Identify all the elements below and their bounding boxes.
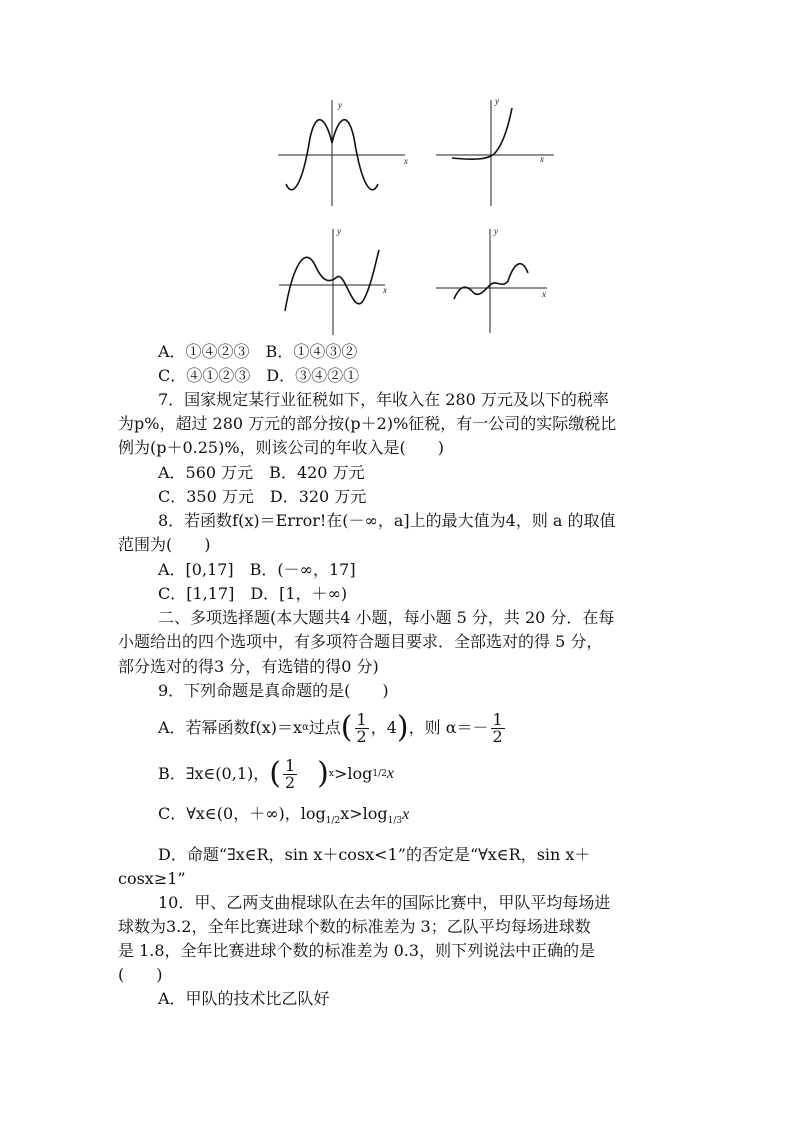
q9-a-point-frac: $\frac{1}{2}$ [356, 709, 367, 746]
graph-1-x-label: x [404, 156, 408, 166]
section2-line3: 部分选对的得3 分，有选错的得0 分) [118, 657, 379, 676]
graph-2-x-label: x [540, 154, 544, 164]
q7-stem-line2: 为p%，超过 280 万元的部分按(p＋2)%征税，有一公司的实际缴税比 [118, 414, 617, 433]
q9-c-sub1: 1/2 [325, 816, 341, 827]
q6-options-ab: A．①④②③ B．①④③② [158, 342, 358, 361]
q9-b-sub: 1/2 [372, 769, 387, 779]
q8-stem-line1: 8．若函数f(x)＝Error!在(－∞，a]上的最大值为4，则 a 的取值 [158, 511, 616, 530]
q10-line2: 球数为3.2，全年比赛进球个数的标准差为 3；乙队平均每场进球数 [118, 917, 591, 936]
graph-2-y-label: y [495, 98, 499, 106]
q8-stem-line2: 范围为( ) [118, 535, 211, 554]
q9-a-point-y: ，4 [370, 718, 397, 737]
q10-option-a: A．甲队的技术比乙队好 [158, 989, 330, 1008]
left-paren: ( [269, 756, 281, 791]
section2-line1: 二、多项选择题(本大题共4 小题，每小题 5 分，共 20 分．在每 [158, 608, 615, 627]
q10-line3: 是 1.8，全年比赛进球个数的标准差为 0.3，则下列说法中正确的是 [118, 941, 596, 960]
q8-options-cd: C．[1,17] D．[1，＋∞) [158, 584, 348, 603]
right-paren: ) [317, 756, 329, 791]
q9-c-sub2: 1/3 [387, 816, 403, 827]
right-paren: ) [396, 710, 409, 745]
q9-c-pre: C．∀x∈(0，＋∞)，log [158, 804, 326, 823]
graph-3-curve [285, 250, 379, 311]
q9-b-x: x [386, 765, 394, 782]
q9-option-d-line2: cosx≥1” [118, 869, 186, 888]
q9-c-mid: x>log [340, 804, 388, 823]
q6-options-cd: C．④①②③ D．③④②① [158, 366, 360, 385]
q10-line1: 10．甲、乙两支曲棍球队在去年的国际比赛中，甲队平均每场进 [158, 893, 611, 912]
q9-a-pre: A．若幂函数f(x)＝x [158, 718, 303, 737]
graph-4 [432, 225, 557, 337]
q9-a-answer-frac: $\frac{1}{2}$ [492, 709, 503, 746]
q9-c-x: x [402, 806, 410, 823]
q9-option-c [158, 802, 718, 833]
q8-options-ab: A．[0,17] B．(－∞，17] [158, 560, 356, 579]
q9-b-pre: B．∃x∈(0,1)， [158, 764, 270, 783]
q7-options-ab: A．560 万元 B．420 万元 [158, 463, 365, 482]
q9-a-sup: α [302, 722, 309, 733]
graph-2-curve [452, 108, 512, 159]
q9-a-post: ，则 α＝－ [408, 718, 489, 737]
graph-3-y-label: y [337, 226, 341, 236]
q9-option-a [158, 706, 718, 750]
q9-option-b [158, 752, 718, 796]
q9-b-frac: $\frac{1}{2}$ [284, 755, 296, 792]
q9-a-mid: 过点 [308, 718, 341, 737]
graph-2 [432, 98, 562, 208]
q9-b-post: >log [333, 764, 373, 783]
graph-4-y-label: y [494, 226, 498, 236]
section2-line2: 小题给出的四个选项中，有多项符合题目要求．全部选对的得 5 分， [118, 632, 603, 651]
q9-option-d-line1: D．命题“∃x∈R，sin x＋cosx<1”的否定是“∀x∈R，sin x＋ [158, 845, 591, 864]
q7-stem-line1: 7．国家规定某行业征税如下，年收入在 280 万元及以下的税率 [158, 390, 609, 409]
graph-3 [275, 225, 400, 337]
graph-3-x-label: x [383, 285, 387, 295]
q7-options-cd: C．350 万元 D．320 万元 [158, 487, 367, 506]
q7-stem-line3: 例为(p＋0.25)%，则该公司的年收入是( ) [118, 438, 445, 457]
graph-4-x-label: x [542, 289, 546, 299]
graph-1-y-label: y [338, 100, 342, 110]
graph-1 [270, 98, 415, 208]
q10-line4: ( ) [118, 965, 163, 984]
left-paren: ( [340, 710, 353, 745]
q9-b-sup: x [328, 769, 334, 779]
graph-4-curve [454, 264, 528, 299]
function-graphs [0, 0, 794, 340]
q9-stem: 9．下列命题是真命题的是( ) [158, 681, 389, 700]
